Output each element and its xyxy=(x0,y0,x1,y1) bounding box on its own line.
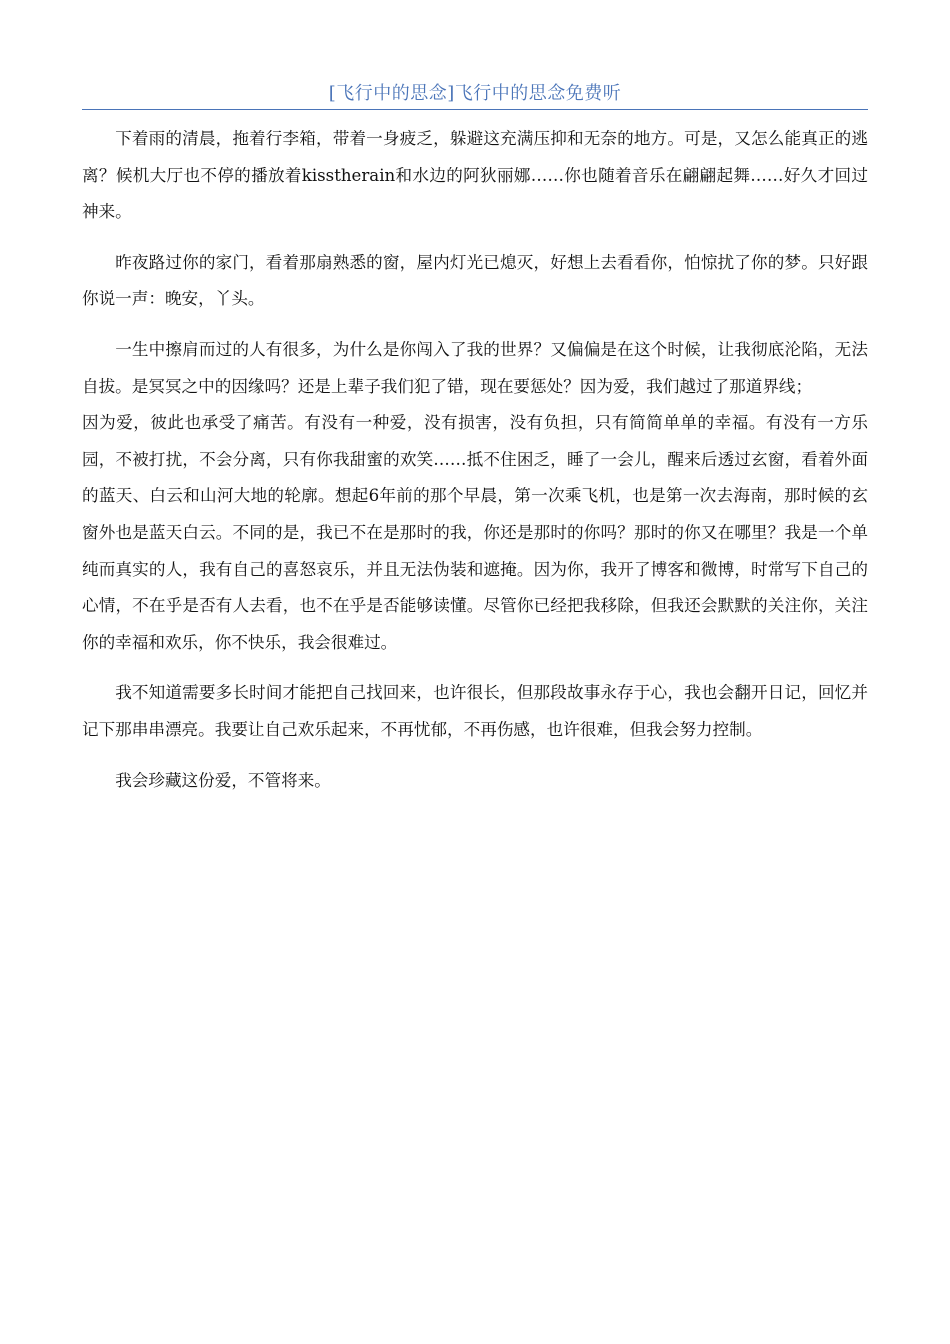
header-divider xyxy=(82,109,868,110)
article-body xyxy=(82,121,868,799)
paragraph-2: 昨夜路过你的家门，看着那扇熟悉的窗，屋内灯光已熄灭，好想上去看看你，怕惊扰了你的梦。只好跟你说一声：晚安，丫头。 xyxy=(82,252,868,309)
paragraph-4: 因为爱，彼此也承受了痛苦。有没有一种爱，没有损害，没有负担，只有简简单单的幸福。有没有一方乐园，不被打扰，不会分离，只有你我甜蜜的欢笑……抵不住困乏，睡了一会儿，醒来后透过玄窗，看着外面的蓝天、白云和山河大地的轮廓。想起6年前的那个早晨，第一次乘飞机，也是第一次去海南，那时候的玄窗外也是蓝天白云。不同的是，我已不在是那时的我，你还是那时的你吗？那时的你又在哪里？我是一个单纯而真实的人，我有自己的喜怒哀乐，并且无法伪装和遮掩。因为你，我开了博客和微博，时常写下自己的心情，不在乎是否有人去看，也不在乎是否能够读懂。尽管你已经把我移除，但我还会默默的关注你，关注你的幸福和欢乐，你不快乐，我会很难过。 xyxy=(82,413,868,652)
paragraph-6: 我会珍藏这份爱，不管将来。 xyxy=(115,770,331,790)
paragraph-3: 一生中擦肩而过的人有很多，为什么是你闯入了我的世界？又偏偏是在这个时候，让我彻底沦陷，无法自拔。是冥冥之中的因缘吗？还是上辈子我们犯了错，现在要惩处？因为爱，我们越过了那道界线； xyxy=(82,339,868,396)
paragraph-1: 下着雨的清晨，拖着行李箱，带着一身疲乏，躲避这充满压抑和无奈的地方。可是，又怎么能真正的逃离？候机大厅也不停的播放着kisstherain和水边的阿狄丽娜……你也随着音乐在翩翩起舞……好久才回过神来。 xyxy=(82,129,868,222)
page-header-title: [飞行中的思念]飞行中的思念免费听 xyxy=(328,83,622,104)
paragraph-5: 我不知道需要多长时间才能把自己找回来，也许很长，但那段故事永存于心，我也会翻开日记，回忆并记下那串串漂亮。我要让自己欢乐起来，不再忧郁，不再伤感，也许很难，但我会努力控制。 xyxy=(82,683,868,739)
